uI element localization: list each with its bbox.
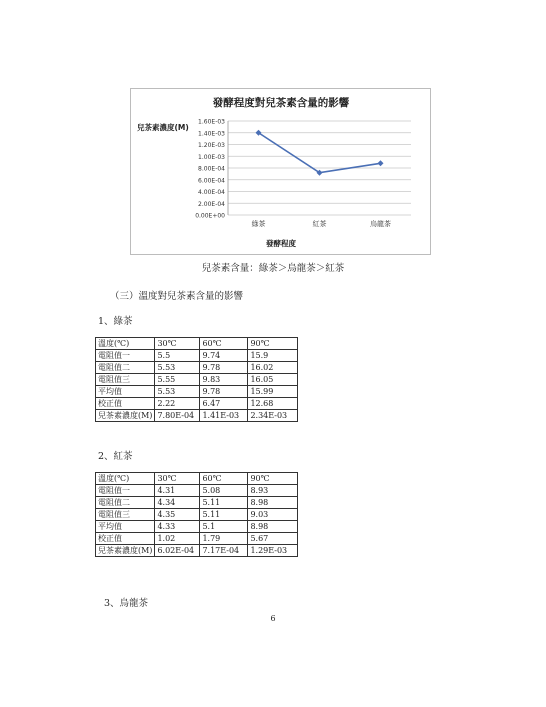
table-cell: 校正值 — [96, 398, 155, 410]
x-tick-label: 烏龍茶 — [370, 220, 391, 228]
y-tick-label: 1.20E-03 — [198, 142, 225, 149]
table-cell: 4.31 — [155, 485, 200, 497]
chart-caption: 兒茶素含量：綠茶＞烏龍茶＞紅茶 — [201, 263, 345, 274]
subsection-label: 3、烏龍茶 — [104, 598, 149, 609]
table-row — [96, 545, 298, 557]
table-cell: 1.02 — [155, 533, 200, 545]
table-cell: 6.02E-04 — [155, 545, 200, 557]
table-row — [96, 497, 298, 509]
table-cell: 電阻值二 — [96, 497, 155, 509]
y-tick-label: 1.40E-03 — [198, 130, 225, 138]
table-cell: 5.5 — [155, 350, 200, 362]
table-cell: 5.11 — [200, 497, 248, 509]
table-row — [96, 362, 298, 374]
table-cell: 5.53 — [155, 386, 200, 398]
table-cell: 6.47 — [200, 398, 248, 410]
table-cell: 60℃ — [200, 338, 248, 350]
table-cell: 4.35 — [155, 509, 200, 521]
table-cell: 90℃ — [248, 338, 298, 350]
table-cell: 9.83 — [200, 374, 248, 386]
table-cell: 5.55 — [155, 374, 200, 386]
table-cell: 7.17E-04 — [200, 545, 248, 557]
section-heading: （三）溫度對兒茶素含量的影響 — [110, 291, 244, 302]
y-tick-label: 8.00E-04 — [198, 165, 225, 173]
table-cell: 4.33 — [155, 521, 200, 533]
table-cell: 16.02 — [248, 362, 298, 374]
x-tick-label: 綠茶 — [251, 220, 266, 228]
chart-title: 發酵程度對兒茶素含量的影響 — [212, 97, 350, 109]
table-cell: 溫度(℃) — [96, 338, 155, 350]
table-cell: 兒茶素濃度(M) — [96, 545, 155, 557]
y-tick-label: 4.00E-04 — [198, 189, 225, 196]
table-row — [96, 350, 298, 362]
table-cell: 30℃ — [155, 338, 200, 350]
series-line — [259, 133, 381, 173]
x-axis-label: 發酵程度 — [266, 239, 296, 248]
y-tick-label: 1.00E-03 — [198, 153, 225, 161]
table-cell: 8.98 — [248, 497, 298, 509]
data-point — [378, 160, 384, 166]
table-cell: 16.05 — [248, 374, 298, 386]
table-cell: 9.03 — [248, 509, 298, 521]
table-row — [96, 386, 298, 398]
table-cell: 2.22 — [155, 398, 200, 410]
table-cell: 電阻值三 — [96, 374, 155, 386]
table-cell: 2.34E-03 — [248, 410, 298, 422]
green-tea-table — [95, 337, 298, 422]
table-cell: 校正值 — [96, 533, 155, 545]
subsection-label: 2、紅茶 — [98, 451, 133, 462]
table-cell: 5.1 — [200, 521, 248, 533]
table-row — [96, 509, 298, 521]
table-cell: 5.67 — [248, 533, 298, 545]
line-chart — [131, 89, 430, 254]
table-cell: 7.80E-04 — [155, 410, 200, 422]
table-cell: 平均值 — [96, 521, 155, 533]
subsection-label: 1、綠茶 — [98, 316, 133, 327]
table-cell: 9.78 — [200, 386, 248, 398]
table-row — [96, 521, 298, 533]
table-cell: 電阻值一 — [96, 485, 155, 497]
table-cell: 5.11 — [200, 509, 248, 521]
x-tick-label: 紅茶 — [312, 220, 327, 228]
table-row — [96, 374, 298, 386]
table-cell: 8.93 — [248, 485, 298, 497]
table-cell: 60℃ — [200, 473, 248, 485]
table-cell: 平均值 — [96, 386, 155, 398]
table-cell: 電阻值二 — [96, 362, 155, 374]
table-cell: 15.9 — [248, 350, 298, 362]
table-cell: 溫度(℃) — [96, 473, 155, 485]
y-tick-label: 0.00E+00 — [195, 212, 225, 220]
table-cell: 4.34 — [155, 497, 200, 509]
table-cell: 8.98 — [248, 521, 298, 533]
table-row — [96, 338, 298, 350]
page-number: 6 — [270, 614, 276, 623]
black-tea-table — [95, 472, 298, 557]
table-cell: 5.08 — [200, 485, 248, 497]
table-cell: 90℃ — [248, 473, 298, 485]
table-cell: 1.41E-03 — [200, 410, 248, 422]
table-cell: 1.79 — [200, 533, 248, 545]
y-tick-label: 2.00E-04 — [198, 200, 225, 208]
table-row — [96, 398, 298, 410]
table-cell: 兒茶素濃度(M) — [96, 410, 155, 422]
table-cell: 1.29E-03 — [248, 545, 298, 557]
table-cell: 電阻值一 — [96, 350, 155, 362]
table-cell: 30℃ — [155, 473, 200, 485]
table-row — [96, 410, 298, 422]
table-row — [96, 473, 298, 485]
table-cell: 15.99 — [248, 386, 298, 398]
chart — [130, 88, 431, 255]
table-cell: 9.78 — [200, 362, 248, 374]
y-tick-label: 1.60E-03 — [198, 118, 225, 126]
table-cell: 12.68 — [248, 398, 298, 410]
y-axis-label: 兒茶素濃度(M) — [137, 123, 189, 132]
table-cell: 電阻值三 — [96, 509, 155, 521]
table-row — [96, 533, 298, 545]
table-row — [96, 485, 298, 497]
table-cell: 9.74 — [200, 350, 248, 362]
table-cell: 5.53 — [155, 362, 200, 374]
y-tick-label: 6.00E-04 — [198, 177, 225, 185]
